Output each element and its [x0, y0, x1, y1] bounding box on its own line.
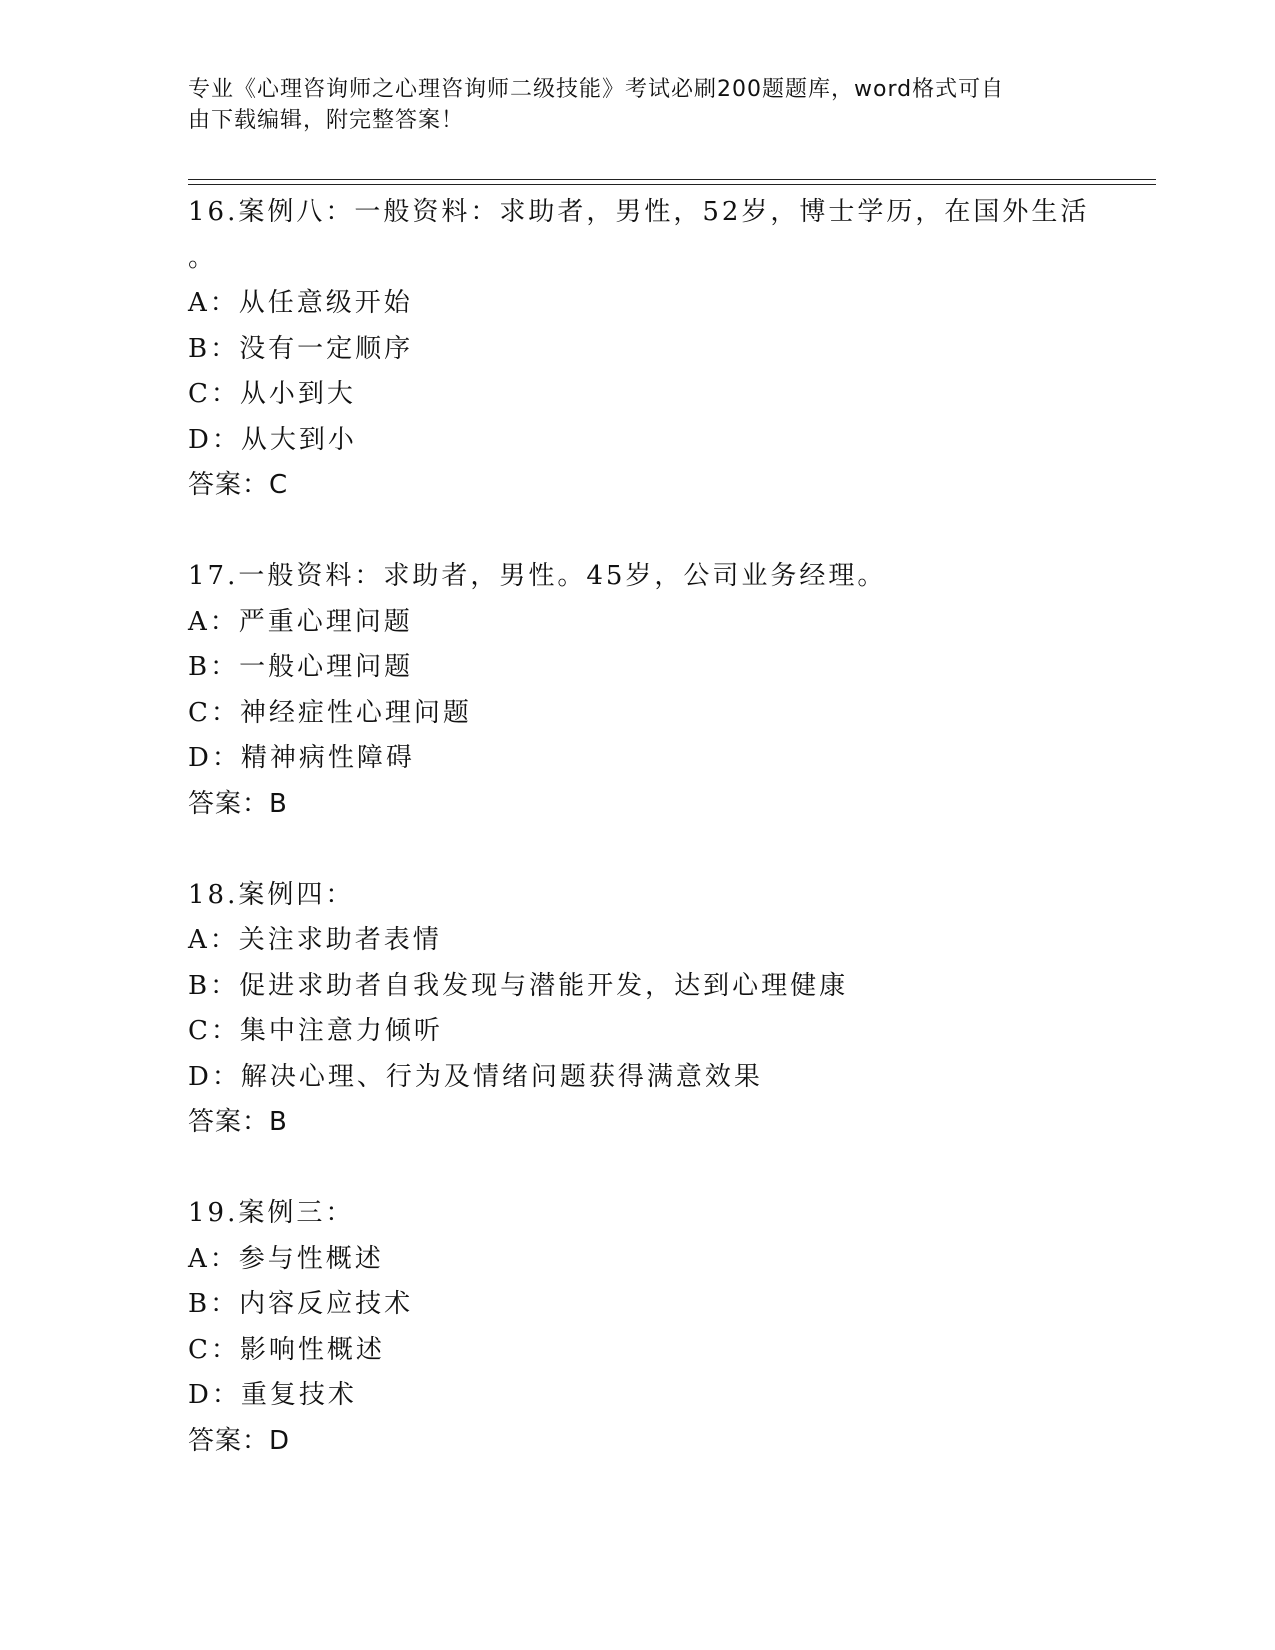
question-stem: 19.案例三： [188, 1198, 355, 1228]
document-header [188, 74, 1088, 136]
question-16 [188, 190, 1088, 509]
answer-line: 答案：C [188, 470, 289, 500]
question-17 [188, 554, 1088, 827]
option-d: D：重复技术 [188, 1380, 357, 1410]
question-stem: 17.一般资料：求助者，男性。45岁，公司业务经理。 [188, 561, 887, 591]
option-b: B：内容反应技术 [188, 1289, 414, 1319]
option-b: B：促进求助者自我发现与潜能开发，达到心理健康 [188, 970, 849, 1001]
option-c: C：集中注意力倾听 [188, 1016, 443, 1046]
header-line-1: 专业《心理咨询师之心理咨询师二级技能》考试必刷200题题库，word格式可自 [188, 77, 1005, 102]
option-c: C：从小到大 [188, 379, 356, 409]
option-a: A：参与性概述 [188, 1243, 384, 1274]
question-19 [188, 1191, 1088, 1464]
option-b: B：一般心理问题 [188, 652, 414, 682]
option-d: D：解决心理、行为及情绪问题获得满意效果 [188, 1061, 763, 1092]
answer-line: 答案：D [188, 1425, 291, 1456]
header-divider-top [188, 179, 1156, 180]
option-a: A：严重心理问题 [188, 606, 413, 637]
header-divider-bottom [188, 184, 1156, 185]
question-18 [188, 873, 1088, 1146]
answer-line: 答案：B [188, 788, 288, 819]
header-line-2: 由下载编辑，附完整答案！ [188, 108, 465, 133]
option-a: A：从任意级开始 [188, 288, 413, 318]
question-list [188, 190, 1088, 1464]
option-a: A：关注求助者表情 [188, 925, 442, 955]
question-stem: 18.案例四： [188, 879, 355, 910]
question-stem: 16.案例八：一般资料：求助者，男性，52岁，博士学历，在国外生活 [188, 197, 1090, 227]
option-b: B：没有一定顺序 [188, 333, 414, 364]
option-d: D：精神病性障碍 [188, 743, 415, 773]
option-c: C：影响性概述 [188, 1334, 385, 1365]
answer-line: 答案：B [188, 1107, 288, 1137]
option-c: C：神经症性心理问题 [188, 697, 472, 728]
question-spacer [188, 827, 1088, 873]
option-d: D：从大到小 [188, 424, 357, 455]
question-spacer [188, 509, 1088, 555]
question-spacer [188, 1146, 1088, 1192]
question-stem-continuation: 。 [188, 242, 218, 273]
